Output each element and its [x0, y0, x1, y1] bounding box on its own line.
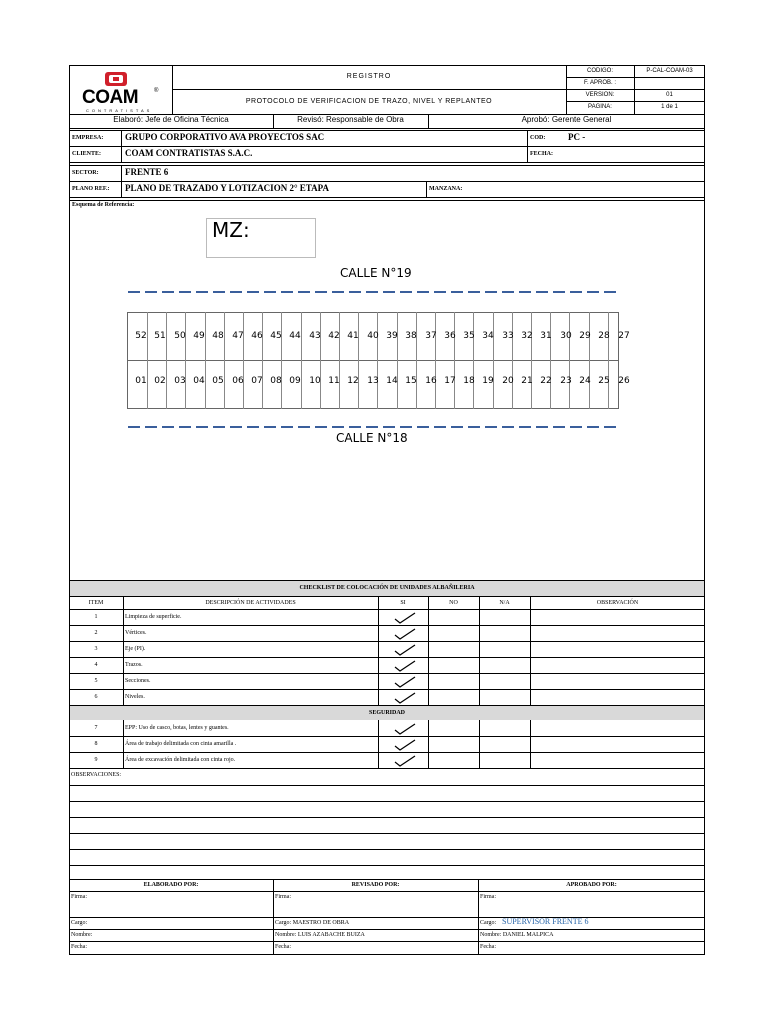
street-dash	[247, 426, 259, 428]
street-dash	[451, 426, 463, 428]
lot-number: 48	[212, 331, 224, 341]
codigo-value: P-CAL-COAM-03	[646, 68, 693, 74]
lot-divider	[454, 312, 455, 409]
checklist-item-description: EPP: Uso de casco, botas, lentes y guantes.	[125, 725, 229, 731]
street-dash	[332, 426, 344, 428]
elaborado-fecha: Fecha:	[71, 944, 87, 950]
lot-number: 26	[618, 376, 630, 386]
pagina-label: PAGINA:	[588, 104, 612, 110]
checklist-item-description: Eje (PI).	[125, 646, 146, 652]
lot-number: 19	[482, 376, 494, 386]
lot-divider	[416, 312, 417, 409]
street-dash	[298, 291, 310, 293]
lot-number: 40	[367, 331, 379, 341]
cliente-label: CLIENTE:	[72, 151, 102, 157]
checklist-item-number: 6	[94, 694, 98, 700]
lot-divider	[531, 312, 532, 409]
lot-number: 08	[270, 376, 282, 386]
checklist-title: CHECKLIST DE COLOCACIÓN DE UNIDADES ALBAÑILERIA	[299, 585, 475, 591]
aprobado-cargo-label: Cargo:	[480, 920, 497, 926]
lot-number: 13	[367, 376, 379, 386]
street-dash	[434, 426, 446, 428]
street-dash	[145, 426, 157, 428]
lot-divider	[550, 312, 551, 409]
lot-number: 06	[232, 376, 244, 386]
street-dash	[179, 426, 191, 428]
esquema-label: Esquema de Referencia:	[72, 202, 135, 208]
street-dash	[196, 291, 208, 293]
revisado-cargo: Cargo: MAESTRO DE OBRA	[275, 920, 350, 926]
aprobado-title: APROBADO POR:	[566, 882, 617, 888]
calle-bottom-label: CALLE N°18	[336, 431, 408, 445]
lot-divider	[473, 312, 474, 409]
street-dash	[570, 426, 582, 428]
elaborado-firma: Firma:	[71, 894, 87, 900]
street-dash	[400, 426, 412, 428]
lot-divider	[320, 312, 321, 409]
lot-number: 44	[289, 331, 301, 341]
lot-number: 12	[347, 376, 359, 386]
checklist-item-description: Limpieza de superficie.	[125, 614, 182, 620]
street-dash	[366, 426, 378, 428]
street-dash	[230, 426, 242, 428]
registro-title: REGISTRO	[346, 73, 392, 80]
lot-number: 31	[540, 331, 552, 341]
lot-number: 27	[618, 331, 630, 341]
checklist-item-description: Niveles.	[125, 694, 145, 700]
lot-number: 35	[463, 331, 475, 341]
street-dash	[570, 291, 582, 293]
cliente-value: COAM CONTRATISTAS S.A.C.	[125, 148, 253, 158]
checkmark-icon	[393, 643, 417, 657]
lot-number: 17	[444, 376, 456, 386]
street-dash	[247, 291, 259, 293]
street-dash	[366, 291, 378, 293]
logo-text: COAM	[82, 87, 139, 108]
checkmark-icon	[393, 627, 417, 641]
checklist-item-number: 5	[94, 678, 98, 684]
elaboro-text: Elaboró: Jefe de Oficina Técnica	[113, 115, 229, 124]
street-dash	[162, 426, 174, 428]
lot-number: 16	[425, 376, 437, 386]
lot-number: 01	[135, 376, 147, 386]
protocolo-title: PROTOCOLO DE VERIFICACION DE TRAZO, NIVEL Y REPLANTEO	[245, 98, 493, 105]
header-observacion: OBSERVACIÓN	[596, 600, 639, 606]
lot-number: 20	[502, 376, 514, 386]
checkmark-icon	[393, 754, 417, 768]
lot-divider	[281, 312, 282, 409]
lot-number: 33	[502, 331, 514, 341]
revisado-fecha: Fecha:	[275, 944, 291, 950]
street-dash	[213, 426, 225, 428]
lot-number: 47	[232, 331, 244, 341]
lot-divider	[377, 312, 378, 409]
elaborado-title: ELABORADO POR:	[143, 882, 199, 888]
street-dash	[230, 291, 242, 293]
checklist-item-description: Trazos.	[125, 662, 143, 668]
checklist-item-number: 2	[94, 630, 98, 636]
lot-number: 24	[579, 376, 591, 386]
lot-divider	[301, 312, 302, 409]
lot-divider	[589, 312, 590, 409]
street-dash	[349, 426, 361, 428]
header-no: NO	[449, 600, 458, 606]
lot-divider	[262, 312, 263, 409]
checkmark-icon	[393, 691, 417, 705]
lot-divider	[435, 312, 436, 409]
street-dash	[196, 426, 208, 428]
reviso-text: Revisó: Responsable de Obra	[297, 115, 404, 124]
street-dash	[417, 291, 429, 293]
lot-number: 15	[405, 376, 417, 386]
lot-divider	[339, 312, 340, 409]
lot-number: 49	[193, 331, 205, 341]
street-dash	[281, 291, 293, 293]
street-dash	[604, 291, 616, 293]
street-dash	[485, 426, 497, 428]
lot-number: 46	[251, 331, 263, 341]
cod-label: COD:	[530, 135, 546, 141]
street-dash	[315, 291, 327, 293]
street-dash	[383, 426, 395, 428]
street-dash	[468, 426, 480, 428]
aprobado-cargo-value: SUPERVISOR FRENTE 6	[502, 917, 589, 926]
sector-label: SECTOR:	[72, 170, 99, 176]
lot-divider	[243, 312, 244, 409]
lot-number: 52	[135, 331, 147, 341]
street-dash	[604, 426, 616, 428]
revisado-nombre: Nombre: LUIS AZABACHE BUIZA	[275, 932, 365, 938]
aprobado-firma: Firma:	[480, 894, 496, 900]
lot-divider	[569, 312, 570, 409]
checklist-item-number: 4	[94, 662, 98, 668]
revisado-firma: Firma:	[275, 894, 291, 900]
lot-number: 41	[347, 331, 359, 341]
logo-subtext: CONTRATISTAS	[86, 108, 153, 113]
header-na: N/A	[499, 600, 510, 606]
lot-divider	[205, 312, 206, 409]
checklist-item-description: Área de trabajo delimitada con cinta amarilla .	[125, 741, 237, 747]
checkmark-icon	[393, 738, 417, 752]
cod-value: PC -	[568, 132, 586, 142]
street-dash	[128, 426, 140, 428]
street-dash	[281, 426, 293, 428]
elaborado-nombre: Nombre:	[71, 932, 93, 938]
calle-top-label: CALLE N°19	[340, 266, 412, 280]
street-dash	[264, 291, 276, 293]
header-descripcion: DESCRIPCIÓN DE ACTIVIDADES	[205, 600, 296, 606]
street-dash	[264, 426, 276, 428]
plano-label: PLANO REF.:	[72, 186, 110, 192]
street-dash	[536, 426, 548, 428]
version-value: 01	[666, 92, 673, 98]
lot-number: 36	[444, 331, 456, 341]
street-dash	[179, 291, 191, 293]
checklist-item-number: 7	[94, 725, 98, 731]
lot-number: 51	[154, 331, 166, 341]
street-dash	[128, 291, 140, 293]
lot-divider	[493, 312, 494, 409]
lot-divider	[608, 312, 609, 409]
lot-number: 03	[174, 376, 186, 386]
lot-number: 28	[598, 331, 610, 341]
street-dash	[332, 291, 344, 293]
street-dash	[587, 426, 599, 428]
manzana-label: MANZANA:	[429, 186, 463, 192]
pagina-value: 1 de 1	[661, 104, 678, 110]
lot-number: 38	[405, 331, 417, 341]
lot-number: 50	[174, 331, 186, 341]
lot-number: 37	[425, 331, 437, 341]
street-dash	[315, 426, 327, 428]
elaborado-cargo: Cargo:	[71, 920, 88, 926]
street-dash	[383, 291, 395, 293]
faprob-label: F. APROB. :	[583, 80, 616, 86]
street-dash	[502, 426, 514, 428]
checklist-item-description: Área de excavación delimitada con cinta rojo.	[125, 757, 236, 763]
lot-number: 18	[463, 376, 475, 386]
fecha-label: FECHA:	[530, 151, 553, 157]
lot-divider	[147, 312, 148, 409]
lot-number: 05	[212, 376, 224, 386]
lot-number: 43	[309, 331, 321, 341]
street-dash	[553, 291, 565, 293]
street-dash	[434, 291, 446, 293]
street-dash	[519, 291, 531, 293]
lot-number: 14	[386, 376, 398, 386]
mz-label: MZ:	[212, 218, 250, 242]
lot-number: 04	[193, 376, 205, 386]
street-dash	[587, 291, 599, 293]
street-dash	[213, 291, 225, 293]
lot-number: 09	[289, 376, 301, 386]
lot-number: 10	[309, 376, 321, 386]
codigo-label: CODIGO:	[586, 68, 613, 74]
street-dash	[502, 291, 514, 293]
empresa-label: EMPRESA:	[72, 135, 104, 141]
lot-divider	[397, 312, 398, 409]
street-dash	[400, 291, 412, 293]
checklist-item-description: Secciones.	[125, 678, 151, 684]
logo-registered: ®	[154, 88, 159, 94]
checklist-item-number: 1	[94, 614, 98, 620]
lot-number: 45	[270, 331, 282, 341]
form-outline	[69, 65, 705, 955]
lot-number: 02	[154, 376, 166, 386]
lot-number: 11	[328, 376, 340, 386]
street-dash	[519, 426, 531, 428]
lot-number: 22	[540, 376, 552, 386]
street-dash	[417, 426, 429, 428]
lot-divider	[185, 312, 186, 409]
street-dash	[451, 291, 463, 293]
street-dash	[145, 291, 157, 293]
aprobado-nombre: Nombre: DANIEL MALPICA	[480, 932, 554, 938]
lot-divider	[358, 312, 359, 409]
lot-number: 32	[521, 331, 533, 341]
street-dash	[349, 291, 361, 293]
empresa-value: GRUPO CORPORATIVO AVA PROYECTOS SAC	[125, 132, 325, 142]
lot-divider	[512, 312, 513, 409]
lot-number: 23	[560, 376, 572, 386]
header-item: ITEM	[88, 600, 104, 606]
lot-number: 21	[521, 376, 533, 386]
street-dash	[298, 426, 310, 428]
revisado-title: REVISADO POR:	[351, 882, 400, 888]
checkmark-icon	[393, 611, 417, 625]
seguridad-title: SEGURIDAD	[368, 710, 405, 716]
lot-divider	[224, 312, 225, 409]
street-dash	[485, 291, 497, 293]
checkmark-icon	[393, 675, 417, 689]
lot-number: 34	[482, 331, 494, 341]
checkmark-icon	[393, 659, 417, 673]
aprobo-text: Aprobó: Gerente General	[521, 115, 612, 124]
version-label: VERSION:	[585, 92, 615, 98]
observaciones-label: OBSERVACIONES:	[71, 772, 122, 778]
street-dash	[468, 291, 480, 293]
street-dash	[162, 291, 174, 293]
lot-number: 29	[579, 331, 591, 341]
sector-value: FRENTE 6	[125, 167, 169, 177]
checkmark-icon	[393, 722, 417, 736]
lot-number: 39	[386, 331, 398, 341]
header-si: SI	[400, 600, 406, 606]
plano-value: PLANO DE TRAZADO Y LOTIZACION 2° ETAPA	[125, 183, 329, 193]
street-dash	[536, 291, 548, 293]
aprobado-fecha: Fecha:	[480, 944, 496, 950]
lot-divider	[166, 312, 167, 409]
lot-number: 30	[560, 331, 572, 341]
checklist-item-description: Vértices.	[125, 630, 147, 636]
checklist-item-number: 3	[94, 646, 98, 652]
lot-number: 42	[328, 331, 340, 341]
lot-number: 07	[251, 376, 263, 386]
lot-number: 25	[598, 376, 610, 386]
checklist-item-number: 9	[94, 757, 98, 763]
checklist-item-number: 8	[94, 741, 98, 747]
street-dash	[553, 426, 565, 428]
